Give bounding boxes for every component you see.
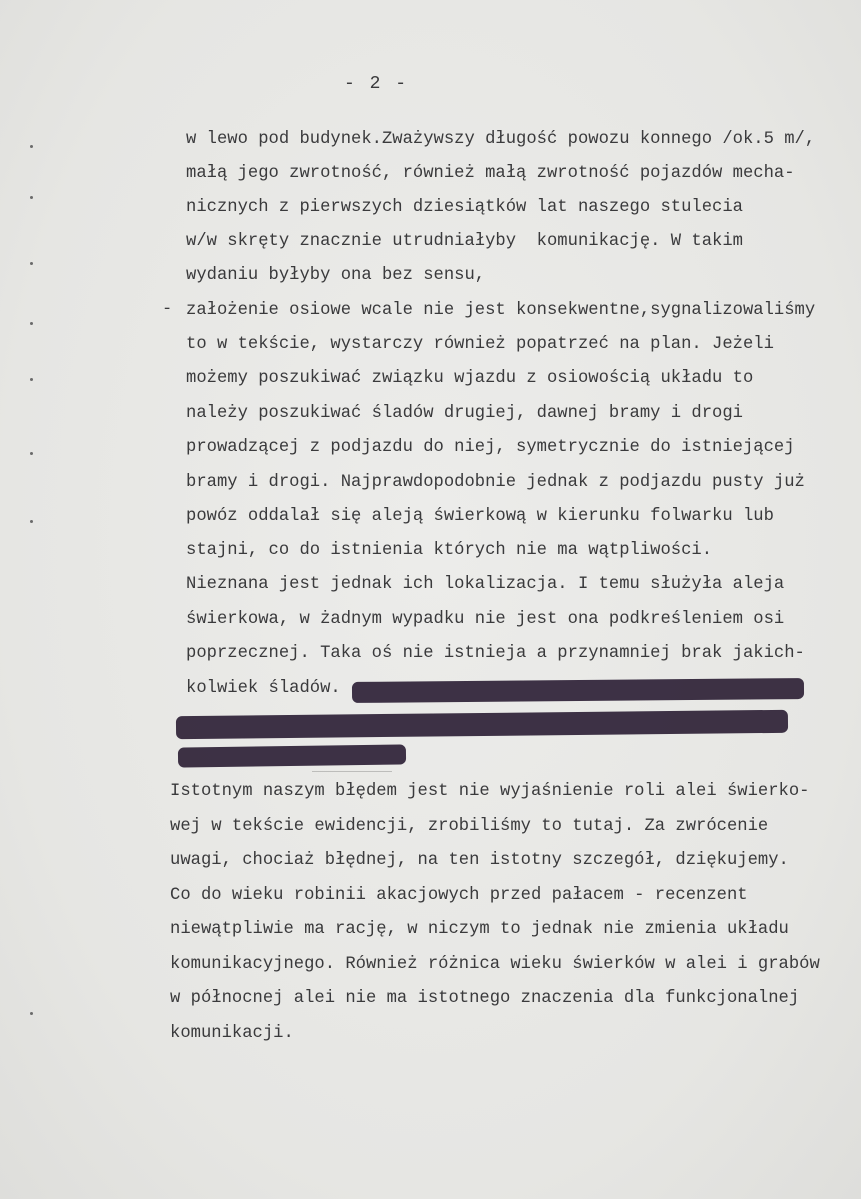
redaction-bar (178, 744, 406, 767)
margin-mark (30, 262, 33, 265)
faint-underline (312, 771, 392, 772)
redaction-bar (352, 678, 804, 703)
text-line: świerkowa, w żadnym wypadku nie jest ona podkreśleniem osi (186, 610, 785, 629)
text-line: kolwiek śladów. (186, 679, 341, 698)
text-line: niewątpliwie ma rację, w niczym to jednak nie zmienia układu (170, 920, 789, 939)
text-line: poprzecznej. Taka oś nie istnieja a przynamniej brak jakich- (186, 644, 805, 663)
text-line: możemy poszukiwać związku wjazdu z osiowością układu to (186, 369, 754, 388)
text-line: komunikacyjnego. Również różnica wieku świerków w alei i grabów (170, 955, 820, 974)
margin-mark (30, 452, 33, 455)
text-line: założenie osiowe wcale nie jest konsekwentne,sygnalizowaliśmy (186, 301, 816, 320)
text-line: nicznych z pierwszych dziesiątków lat naszego stulecia (186, 198, 743, 217)
text-line: wydaniu byłyby ona bez sensu, (186, 266, 486, 285)
text-line: Co do wieku robinii akacjowych przed pałacem - recenzent (170, 886, 748, 905)
text-line: należy poszukiwać śladów drugiej, dawnej bramy i drogi (186, 404, 743, 423)
text-line: to w tekście, wystarczy również popatrzeć na plan. Jeżeli (186, 335, 774, 354)
margin-mark (30, 322, 33, 325)
text-line: prowadzącej z podjazdu do niej, symetrycznie do istniejącej (186, 438, 795, 457)
redaction-bar (176, 710, 788, 739)
margin-mark (30, 1012, 33, 1015)
margin-mark (30, 145, 33, 148)
margin-mark (30, 196, 33, 199)
text-line: w północnej alei nie ma istotnego znaczenia dla funkcjonalnej (170, 989, 800, 1008)
text-line: stajni, co do istnienia których nie ma wątpliwości. (186, 541, 713, 560)
page-number: - 2 - (344, 74, 409, 94)
text-line: w/w skręty znacznie utrudniałyby komunikację. W takim (186, 232, 743, 251)
text-line: bramy i drogi. Najprawdopodobnie jednak z podjazdu pusty już (186, 473, 805, 492)
text-line: uwagi, chociaż błędnej, na ten istotny szczegół, dziękujemy. (170, 851, 789, 870)
text-line: wej w tekście ewidencji, zrobiliśmy to tutaj. Za zwrócenie (170, 817, 769, 836)
text-line: Istotnym naszym błędem jest nie wyjaśnienie roli alei świerko- (170, 782, 810, 801)
margin-mark (30, 378, 33, 381)
margin-mark (30, 520, 33, 523)
list-bullet: - (162, 300, 173, 319)
text-line: w lewo pod budynek.Zważywszy długość powozu konnego /ok.5 m/, (186, 130, 816, 149)
text-line: komunikacji. (170, 1024, 294, 1043)
text-line: powóz oddalał się aleją świerkową w kierunku folwarku lub (186, 507, 774, 526)
text-line: Nieznana jest jednak ich lokalizacja. I temu służyła aleja (186, 575, 785, 594)
text-line: małą jego zwrotność, również małą zwrotność pojazdów mecha- (186, 164, 795, 183)
